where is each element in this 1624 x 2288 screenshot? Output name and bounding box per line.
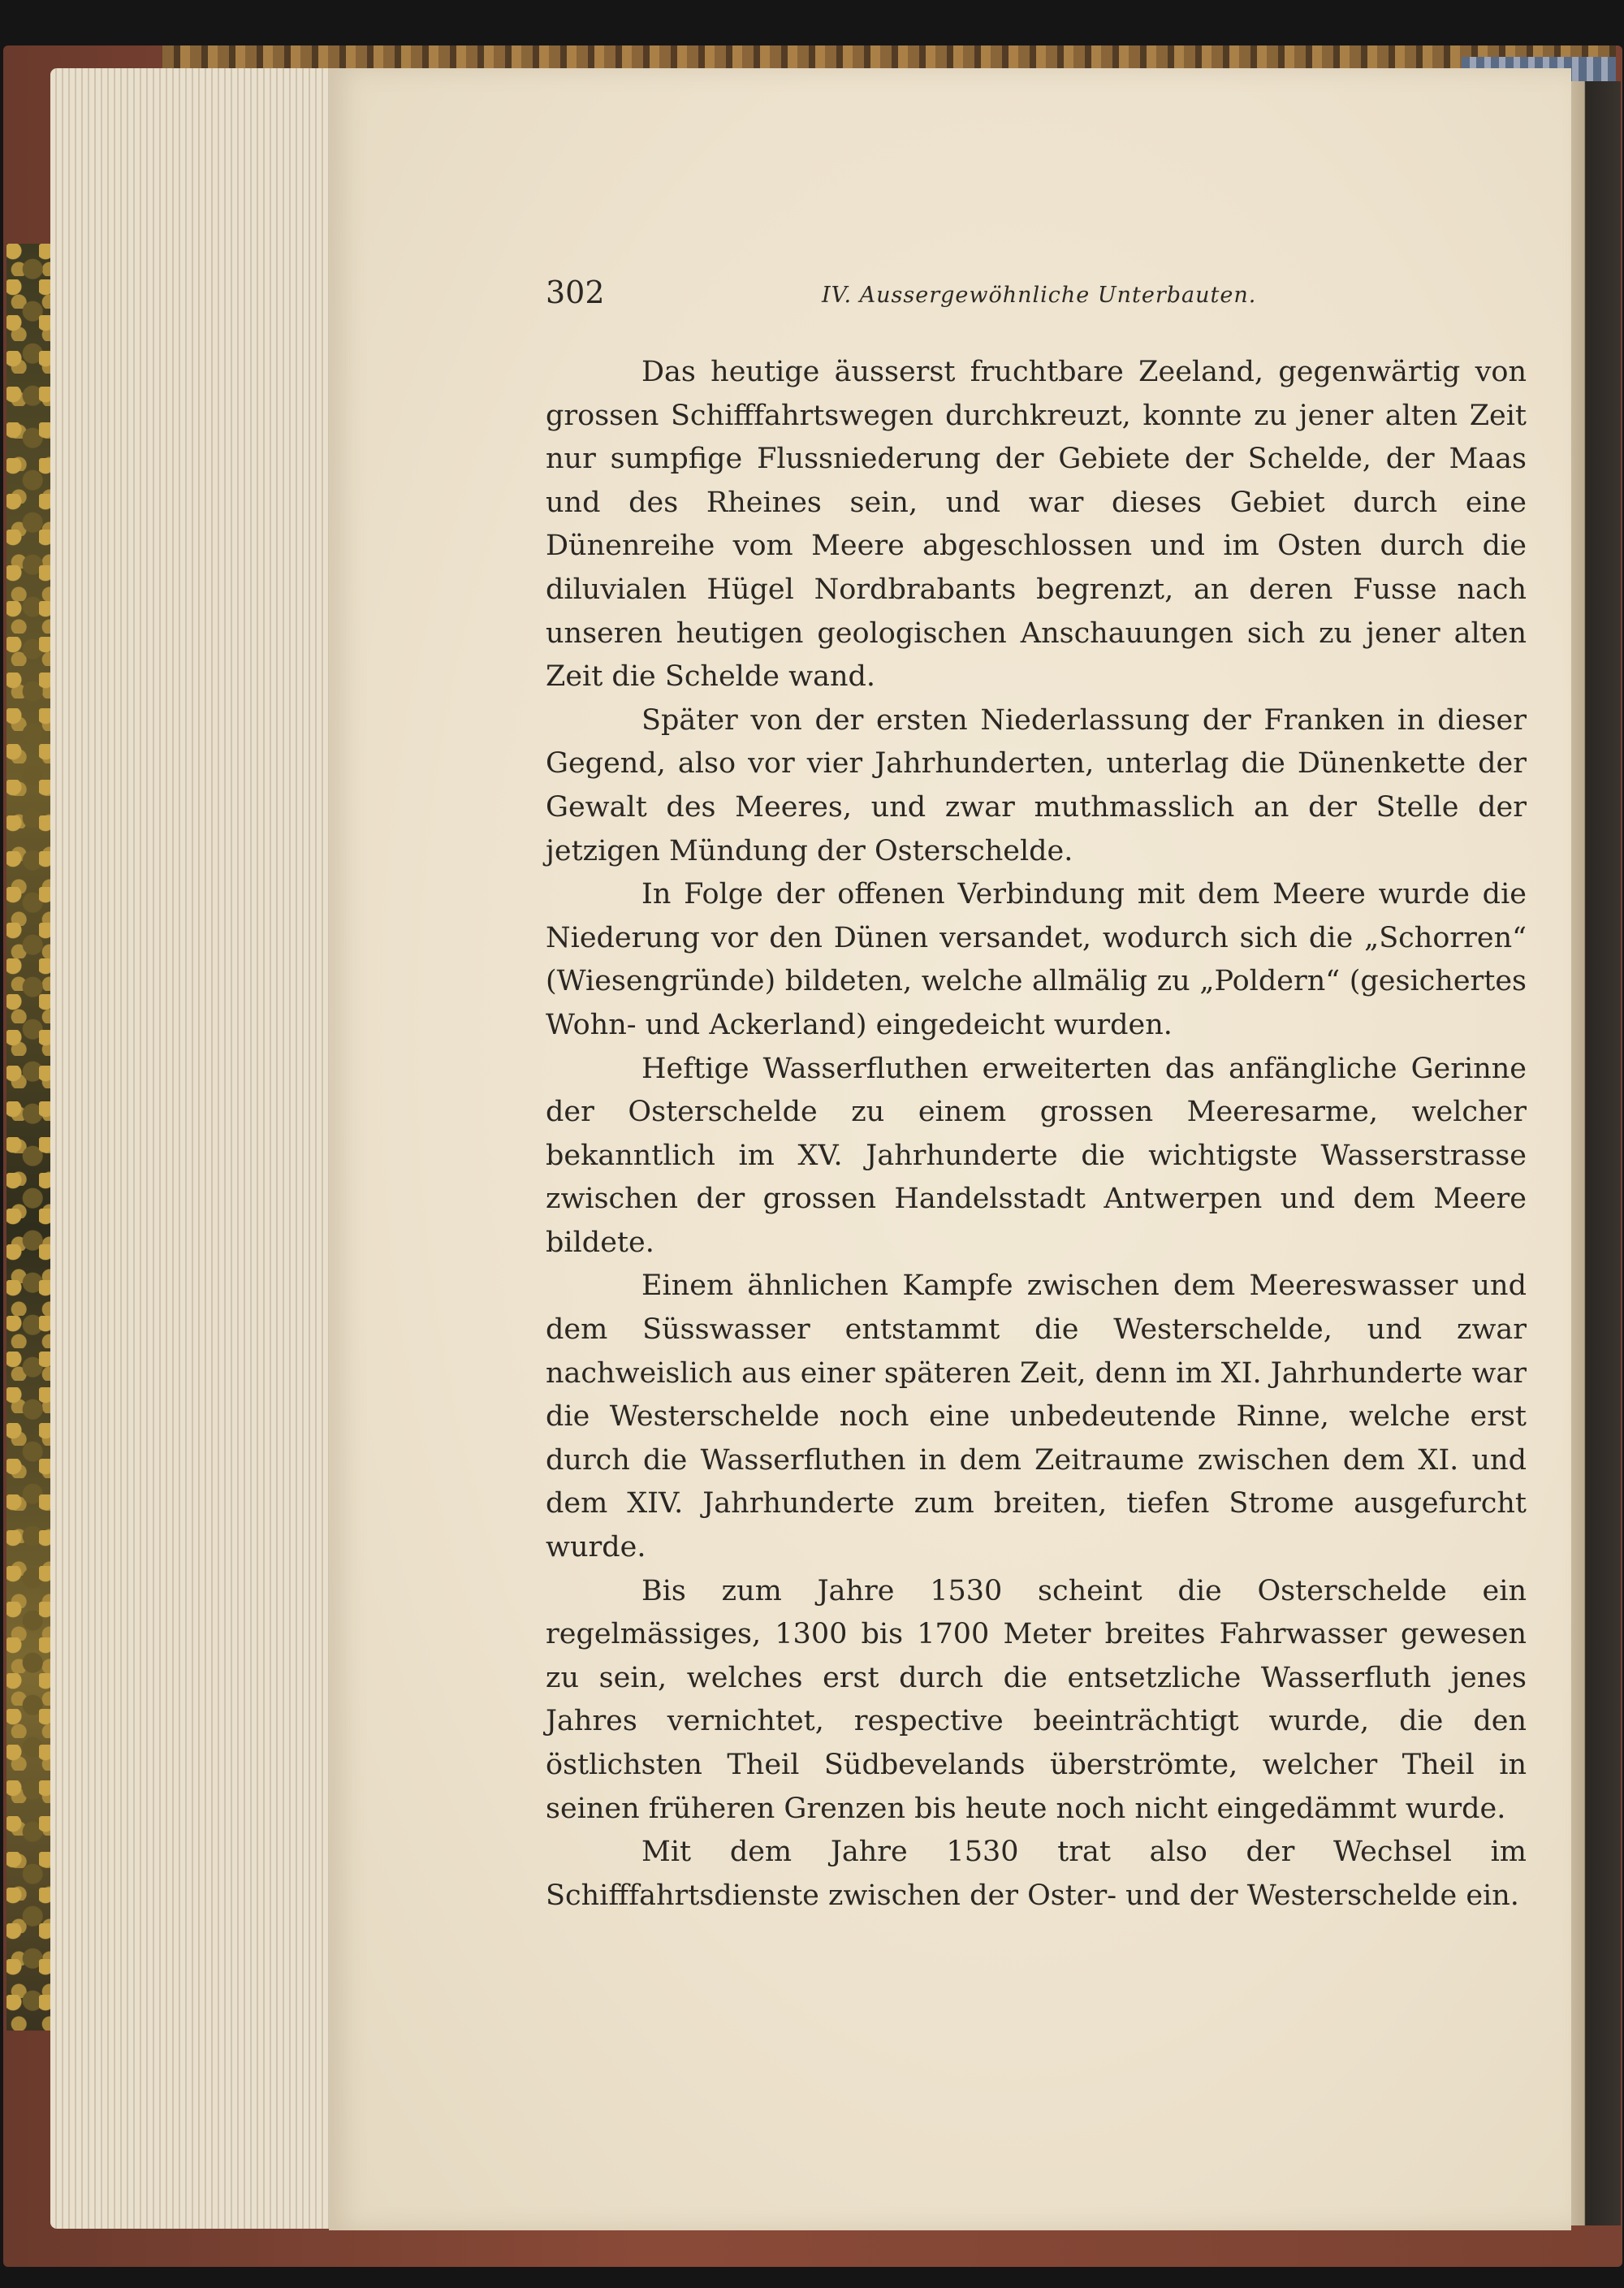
paragraph: Später von der ersten Niederlassung der Franken in dieser Gegend, also vor vier Jahrhunderten, unterlag die Dünenkette der Gewalt des Meeres, und zwar muthmasslich an der Stelle der jetzigen Mündung der Osterschelde. bbox=[546, 703, 1527, 867]
page-number: 302 bbox=[546, 275, 605, 310]
marbled-endpaper bbox=[6, 244, 52, 2031]
paragraph: Das heutige äusserst fruchtbare Zeeland, gegenwärtig von grossen Schifffahrtswegen durchkreuzt, konnte zu jener alten Zeit nur sumpfige Flussniederung der Gebiete der Schelde, der Maas und des Rheines sein, und war dieses Gebiet durch eine Dünenreihe vom Meere abgeschlossen und im Osten durch die diluvialen Hügel Nordbrabants begrenzt, an deren Fusse nach unseren heutigen geologischen Anschauungen sich zu jener alten Zeit die Schelde wand. bbox=[546, 356, 1527, 694]
right-page-edge bbox=[1569, 81, 1621, 2225]
paragraph: In Folge der offenen Verbindung mit dem Meere wurde die Niederung vor den Dünen versandet, wodurch sich die „Schorren“ (Wiesengründe) bildeten, welche allmälig zu „Poldern“ (gesichertes Wohn- und Ackerland) eingedeicht wurden. bbox=[546, 878, 1527, 1041]
top-marbled-edge bbox=[162, 45, 1616, 68]
paragraph: Einem ähnlichen Kampfe zwischen dem Meereswasser und dem Süsswasser entstammt die Westerschelde, und zwar nachweislich aus einer späteren Zeit, denn im XI. Jahrhunderte war die Westerschelde noch eine unbedeutende Rinne, welche erst durch die Wasserfluthen in dem Zeitraume zwischen dem XI. und dem XIV. Jahrhunderte zum breiten, tiefen Strome ausgefurcht wurde. bbox=[546, 1269, 1527, 1564]
page-header bbox=[546, 275, 1520, 323]
body-text bbox=[546, 351, 1527, 1918]
paragraph: Heftige Wasserfluthen erweiterten das anfängliche Gerinne der Osterschelde zu einem grossen Meeresarme, welcher bekanntlich im XV. Jahrhunderte die wichtigste Wasserstrasse zwischen der grossen Handelsstadt Antwerpen und dem Meere bildete. bbox=[546, 1052, 1527, 1259]
paragraph: Bis zum Jahre 1530 scheint die Osterschelde ein regelmässiges, 1300 bis 1700 Meter breites Fahrwasser gewesen zu sein, welches erst durch die entsetzliche Wasserfluth jenes Jahres vernichtet, respective beeinträchtigt wurde, die den östlichsten Theil Südbevelands überströmte, welcher Theil in seinen früheren Grenzen bis heute noch nicht eingedämmt wurde. bbox=[546, 1574, 1527, 1825]
running-title: IV. Aussergewöhnliche Unterbauten. bbox=[822, 283, 1257, 308]
paragraph: Mit dem Jahre 1530 trat also der Wechsel im Schifffahrtsdienste zwischen der Oster- und der Westerschelde ein. bbox=[546, 1836, 1527, 1912]
page-block-edges bbox=[50, 68, 335, 2229]
